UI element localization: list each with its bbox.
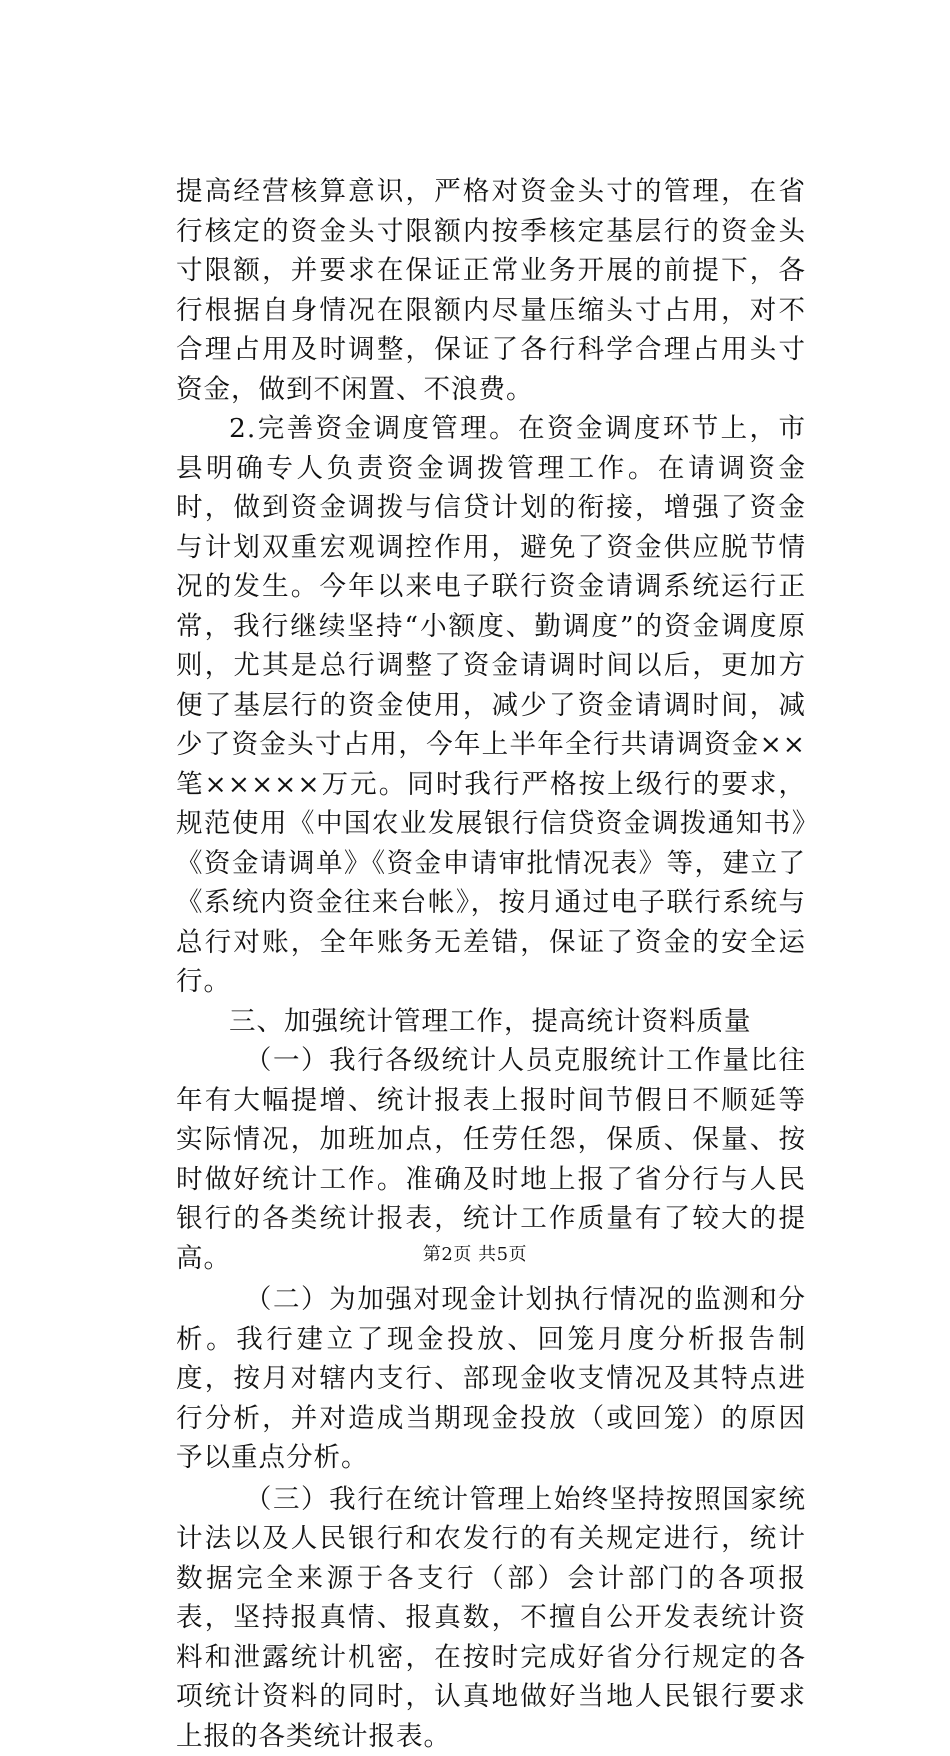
paragraph-statistics-two: （二）为加强对现金计划执行情况的监测和分析。我行建立了现金投放、回笼月度分析报告制度，按月对辖内支行、部现金收支情况及其特点进行分析，并对造成当期现金投放（或回笼）的原因予以重点分析。: [176, 1280, 806, 1478]
page-number-footer: 第2页 共5页: [0, 1243, 950, 1267]
document-body: [176, 172, 806, 1756]
paragraph-statistics-one: （一）我行各级统计人员克服统计工作量比往年有大幅提增、统计报表上报时间节假日不顺延等实际情况，加班加点，任劳任怨，保质、保量、按时做好统计工作。准确及时地上报了省分行与人民银行的各类统计报表，统计工作质量有了较大的提高。: [176, 1041, 806, 1278]
section-heading-statistics: 三、加强统计管理工作，提高统计资料质量: [176, 1002, 806, 1042]
paragraph-statistics-three: （三）我行在统计管理上始终坚持按照国家统计法以及人民银行和农发行的有关规定进行，统计数据完全来源于各支行（部）会计部门的各项报表，坚持报真情、报真数，不擅自公开发表统计资料和泄露统计机密，在按时完成好省分行规定的各项统计资料的同时，认真地做好当地人民银行要求上报的各类统计报表。: [176, 1480, 806, 1756]
paragraph-funds-position: 提高经营核算意识，严格对资金头寸的管理，在省行核定的资金头寸限额内按季核定基层行的资金头寸限额，并要求在保证正常业务开展的前提下，各行根据自身情况在限额内尽量压缩头寸占用，对不合理占用及时调整，保证了各行科学合理占用头寸资金，做到不闲置、不浪费。: [176, 172, 806, 409]
paragraph-fund-dispatch: 2.完善资金调度管理。在资金调度环节上，市县明确专人负责资金调拨管理工作。在请调资金时，做到资金调拨与信贷计划的衔接，增强了资金与计划双重宏观调控作用，避免了资金供应脱节情况的发生。今年以来电子联行资金请调系统运行正常，我行继续坚持“小额度、勤调度”的资金调度原则，尤其是总行调整了资金请调时间以后，更加方便了基层行的资金使用，减少了资金请调时间，减少了资金头寸占用，今年上半年全行共请调资金××笔×××××万元。同时我行严格按上级行的要求，规范使用《中国农业发展银行信贷资金调拨通知书》《资金请调单》《资金申请审批情况表》等，建立了《系统内资金往来台帐》，按月通过电子联行系统与总行对账，全年账务无差错，保证了资金的安全运行。: [176, 409, 806, 1002]
